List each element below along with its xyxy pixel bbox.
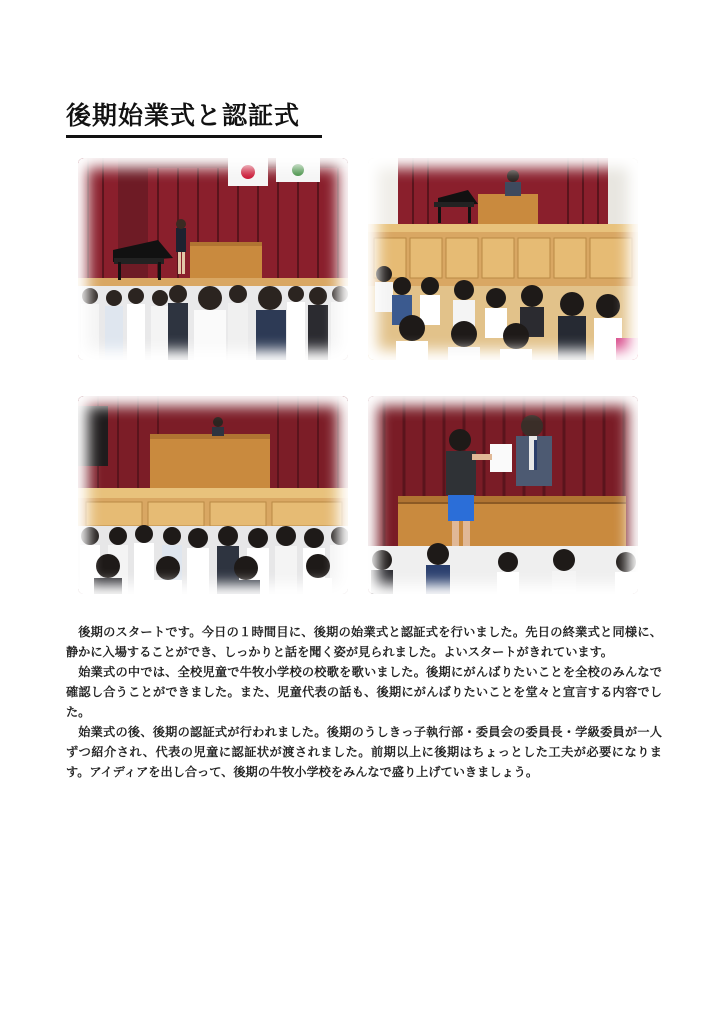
photo-certificate-award bbox=[368, 396, 638, 594]
photo-stage-wide bbox=[78, 158, 348, 360]
paragraph-1: 後期のスタートです。今日の１時間目に、後期の始業式と認証式を行いました。先日の終業式と同様に、静かに入場することができ、しっかりと話を聞く姿が見られました。よいスタートがきれています。 bbox=[66, 625, 662, 659]
page-title: 後期始業式と認証式 bbox=[66, 101, 301, 130]
photo-principal-podium bbox=[368, 158, 638, 360]
paragraph-2: 始業式の中では、全校児童で牛牧小学校の校歌を歌いました。後期にがんばりたいことを全校のみんなで確認し合うことができました。また、児童代表の話も、後期にがんばりたいことを堂々と宣言する内容でした。 bbox=[66, 665, 662, 719]
paragraph-3: 始業式の後、後期の認証式が行われました。後期のうしきっ子執行部・委員会の委員長・学級委員が一人ずつ紹介され、代表の児童に認証状が渡されました。前期以上に後期はちょっとした工夫が必要になります。アイディアを出し合って、後期の牛牧小学校をみんなで盛り上げていきましょう。 bbox=[66, 725, 662, 779]
title-underline bbox=[66, 135, 322, 138]
photo-students-seated bbox=[78, 396, 348, 594]
article-body bbox=[66, 622, 662, 782]
